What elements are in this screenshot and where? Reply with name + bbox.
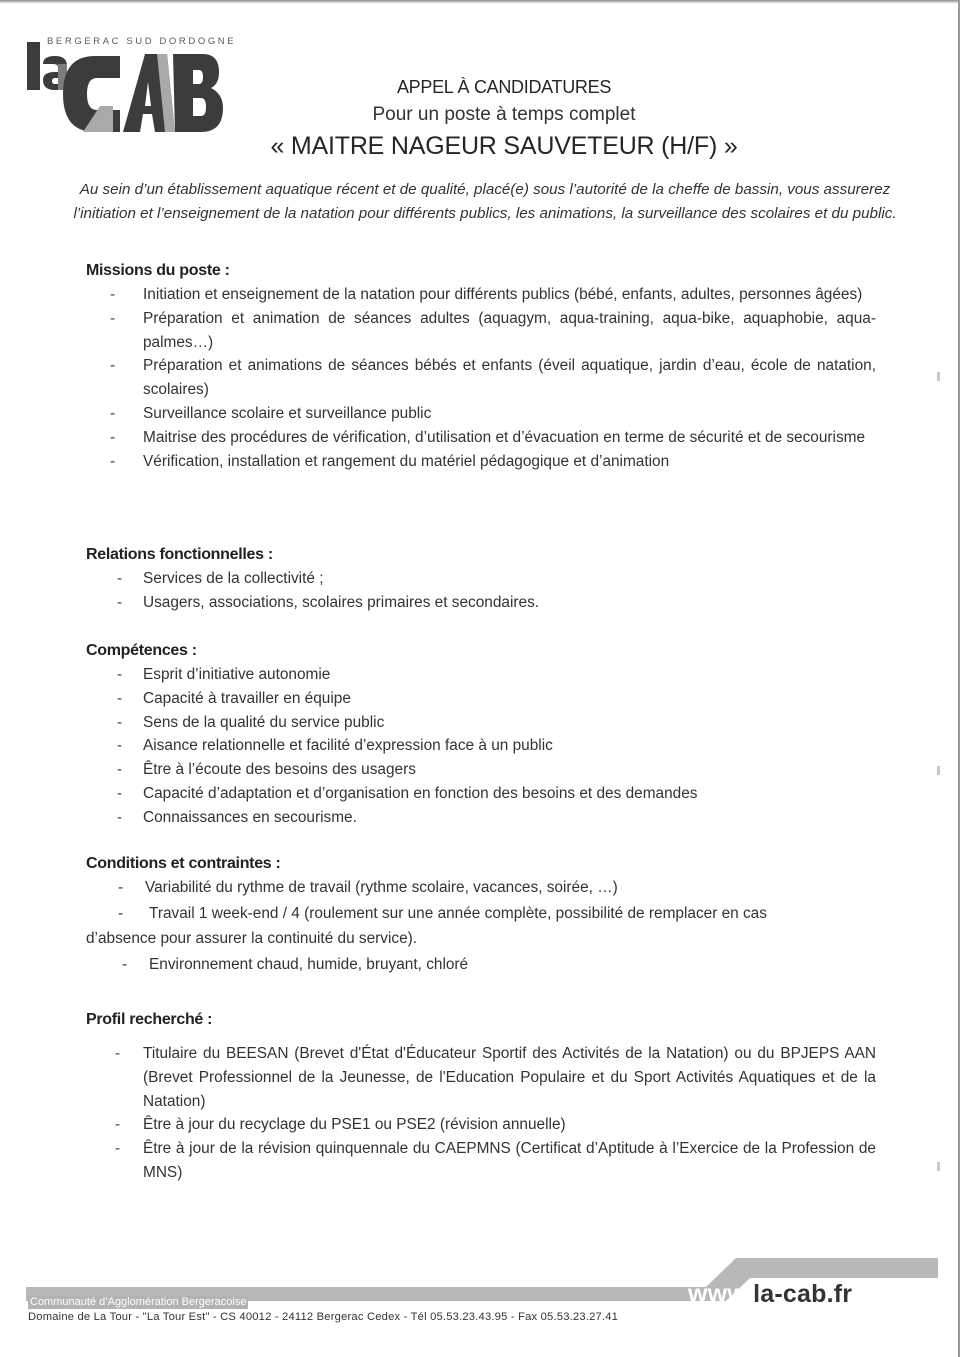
intro-paragraph: Au sein d’un établissement aquatique récent et de qualité, placé(e) sous l’autorité de la cheffe de bassin, vous assurerez l’initiation et l’enseignement de la natation pour différents publics, les animations, la surveillance des scolaires et du public. [73, 181, 897, 222]
section-missions [86, 259, 876, 473]
section-title: Missions du poste : [86, 262, 230, 279]
scan-speck [937, 1162, 940, 1171]
list-item: - Environnement chaud, humide, bruyant, chloré [122, 955, 469, 973]
section-competences [86, 639, 876, 830]
section-title: Profil recherché : [86, 1011, 213, 1028]
section-conditions [86, 852, 876, 977]
section-relations [86, 543, 876, 615]
list-item: - Être à l’écoute des besoins des usagers [117, 761, 416, 779]
list-item: - Être à jour de la révision quinquennale du CAEPMNS (Certificat d’Aptitude à l’Exercice de la Profession de MNS) [115, 1140, 876, 1181]
logo-tagline: BERGERAC SUD DORDOGNE [47, 36, 237, 47]
list-item-continuation: d’absence pour assurer la continuité du service). [86, 930, 418, 947]
job-title: « MAITRE NAGEUR SAUVETEUR (H/F) » [270, 132, 738, 160]
post-type: Pour un poste à temps complet [372, 104, 636, 125]
list-item: - Travail 1 week-end / 4 (roulement sur une année complète, possibilité de remplacer en cas [118, 904, 767, 922]
call-title: APPEL À CANDIDATURES [396, 77, 612, 97]
list-item: - Esprit d’initiative autonomie [117, 666, 331, 683]
footer-address: Domaine de La Tour - "La Tour Est" - CS 40012 - 24112 Bergerac Cedex - Tél 05.53.23.43.95 - Fax 05.53.23.27.41 [28, 1311, 619, 1323]
scan-speck [937, 372, 940, 381]
section-title: Compétences : [86, 642, 197, 659]
list-item: - Préparation et animation de séances adultes (aquagym, aqua-training, aqua-bike, aquaphobie, aqua-palmes…) [110, 309, 876, 351]
title-block [0, 74, 960, 163]
list-item: - Capacité à travailler en équipe [117, 689, 351, 707]
website-link[interactable]: www.la-cab.fr [688, 1280, 853, 1308]
list-item: - Initiation et enseignement de la natation pour différents publics (bébé, enfants, adultes, personnes âgées) [110, 286, 863, 303]
list-item: - Variabilité du rythme de travail (rythme scolaire, vacances, soirée, …) [118, 879, 618, 896]
list-item: - Vérification, installation et rangement du matériel pédagogique et d’animation [110, 452, 670, 470]
section-title: Conditions et contraintes : [86, 855, 281, 872]
list-item: - Capacité d’adaptation et d’organisation en fonction des besoins et des demandes [117, 784, 698, 802]
section-profil [86, 1008, 876, 1185]
section-title: Relations fonctionnelles : [86, 546, 273, 563]
scan-speck [937, 766, 940, 775]
list-item: - Être à jour du recyclage du PSE1 ou PSE2 (révision annuelle) [115, 1116, 566, 1134]
list-item: - Préparation et animations de séances bébés et enfants (éveil aquatique, jardin d’eau, école de natation, scolaires) [110, 357, 876, 399]
scan-edge-top [0, 0, 960, 4]
list-item: - Maitrise des procédures de vérification, d’utilisation et d’évacuation en terme de sécurité et de secourisme [110, 428, 866, 446]
list-item: - Surveillance scolaire et surveillance public [110, 404, 432, 422]
list-item: - Usagers, associations, scolaires primaires et secondaires. [117, 593, 540, 611]
list-item: - Titulaire du BEESAN (Brevet d'État d'Éducateur Sportif des Activités de la Natation) ou du BPJEPS AAN (Brevet Professionnel de la Jeunesse, de l'Education Populaire et du Sport Activités Aquatiques et de la Natation) [115, 1045, 876, 1110]
list-item: - Services de la collectivité ; [117, 570, 324, 587]
footer-organization: Communauté d’Agglomération Bergeracoise [30, 1296, 247, 1308]
list-item: - Sens de la qualité du service public [117, 713, 385, 731]
list-item: - Connaissances en secourisme. [117, 808, 357, 826]
list-item: - Aisance relationnelle et facilité d’expression face à un public [117, 737, 553, 755]
